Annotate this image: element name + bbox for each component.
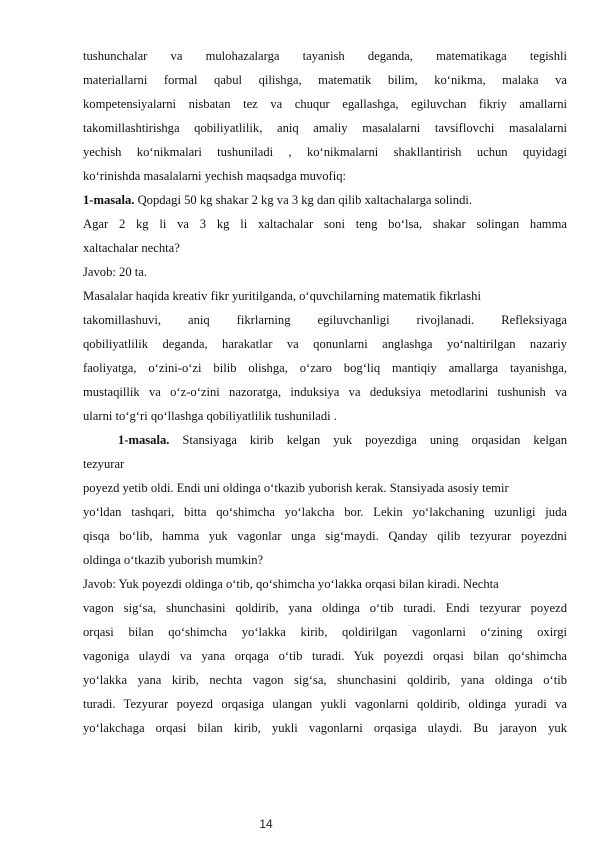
problem-number: 1-masala. [83,193,135,207]
text-line: qobiliyatlilik deganda, harakatlar va qonunlarni anglashga yo‘naltirilgan nazariy [83,337,567,351]
problem-line [118,433,567,448]
answer-line: Javob: 20 ta. [83,265,148,279]
text-line: xaltachalar nechta? [83,241,180,255]
text-line: takomillashuvi, aniq fikrlarning egiluvchanligi rivojlanadi. Refleksiyaga [83,313,567,327]
text-line: tushunchalar va mulohazalarga tayanish deganda, matematikaga tegishli [83,49,567,63]
text-line: tezyurar [83,457,125,471]
text-line: poyezd yetib oldi. Endi uni oldinga o‘tkazib yuborish kerak. Stansiyada asosiy temir [83,481,509,495]
text-line: yo‘lakchaga orqasi bilan kirib, yukli vagonlarni orqasiga ulaydi. Bu jarayon yuk [83,721,567,735]
text-line: ularni to‘g‘ri qo‘llashga qobiliyatlilik tushuniladi . [83,409,337,423]
text-line: yo‘lakka yana kirib, nechta vagon sig‘sa, shunchasini qoldirib, yana oldinga o‘tib [83,673,567,687]
text-line: vagon sig‘sa, shunchasini qoldirib, yana oldinga o‘tib turadi. Endi tezyurar poyezd [83,601,567,615]
text-line: mustaqillik va o‘z-o‘zini nazoratga, induksiya va deduksiya metodlarini tushunish va [83,385,567,399]
answer-line: Javob: Yuk poyezdi oldinga o‘tib, qo‘shimcha yo‘lakka orqasi bilan kiradi. Nechta [83,577,499,591]
problem-text: Qopdagi 50 kg shakar 2 kg va 3 kg dan qilib xaltachalarga solindi. [134,193,473,207]
text-line: materiallarni formal qabul qilishga, matematik bilim, ko‘nikma, malaka va [83,73,567,87]
text-line: Agar 2 kg li va 3 kg li xaltachalar soni teng bo‘lsa, shakar solingan hamma [83,217,567,231]
text-line: yo‘ldan tashqari, bitta qo‘shimcha yo‘lakcha bor. Lekin yo‘lakchaning uzunligi juda [83,505,567,519]
problem-text: Stansiyaga kirib kelgan yuk poyezdiga uning orqasidan kelgan [169,433,567,447]
text-line: faoliyatga, o‘zini-o‘zi bilib olishga, o‘zaro bog‘liq mantiqiy amallarga tayanishga, [83,361,567,375]
text-line: turadi. Tezyurar poyezd orqasiga ulangan yukli vagonlarni qoldirib, oldinga yuradi va [83,697,567,711]
text-line: ko‘rinishda masalalarni yechish maqsadga muvofiq: [83,169,346,183]
text-line: vagoniga ulaydi va yana orqaga o‘tib turadi. Yuk poyezdi orqasi bilan qo‘shimcha [83,649,567,663]
text-line: kompetensiyalarni nisbatan tez va chuqur egallashga, egiluvchan fikriy amallarni [83,97,567,111]
text-line: oldinga o‘tkazib yuborish mumkin? [83,553,264,567]
text-line: qisqa bo‘lib, hamma yuk vagonlar unga sig‘maydi. Qanday qilib tezyurar poyezdni [83,529,567,543]
page-number: 14 [259,817,273,831]
problem-number: 1-masala. [118,433,170,447]
text-line: orqasi bilan qo‘shimcha yo‘lakka kirib, qoldirilgan vagonlarni o‘zining oxirgi [83,625,567,639]
text-line: yechish ko‘nikmalari tushuniladi , ko‘nikmalarni shakllantirish uchun quyidagi [83,145,567,159]
text-line: Masalalar haqida kreativ fikr yuritilganda, o‘quvchilarning matematik fikrlashi [83,289,481,303]
problem-line [83,193,567,208]
text-line: takomillashtirishga qobiliyatlilik, aniq amaliy masalalarni tavsiflovchi masalalarni [83,121,567,135]
